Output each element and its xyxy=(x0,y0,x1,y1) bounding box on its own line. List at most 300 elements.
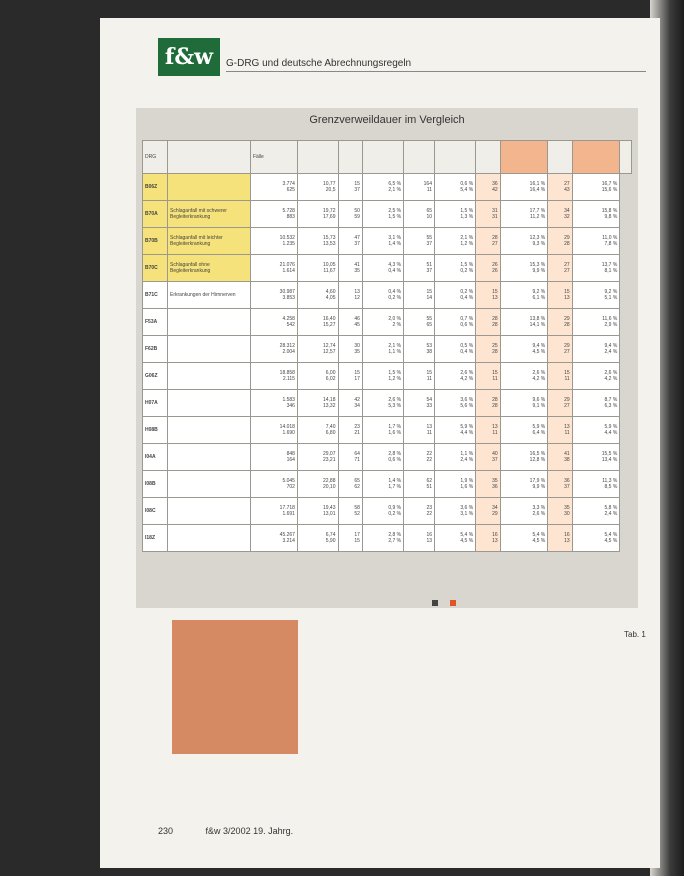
drg-code: B06Z xyxy=(143,174,168,201)
value-primary: 23 xyxy=(426,505,432,511)
value-primary: 22 xyxy=(426,451,432,457)
table-header-row xyxy=(143,141,632,174)
value-primary: 5,4 % xyxy=(532,532,546,538)
table-cell xyxy=(404,444,435,471)
value-primary: 16 xyxy=(564,532,570,538)
value-primary: 35 xyxy=(492,478,498,484)
value-secondary: 2,4 % xyxy=(604,511,618,517)
drg-description xyxy=(168,390,251,417)
value-primary: 5,9 % xyxy=(604,424,618,430)
value-primary: 5,9 % xyxy=(532,424,546,430)
value-secondary: 883 xyxy=(286,214,295,220)
value-primary: 164 xyxy=(423,181,432,187)
value-secondary: 0,4 % xyxy=(388,268,402,274)
table-cell xyxy=(338,309,362,336)
value-secondary: 3,1 % xyxy=(460,511,474,517)
value-secondary: 6,02 xyxy=(325,376,336,382)
column-header xyxy=(404,141,435,174)
table-cell xyxy=(548,363,572,390)
column-header xyxy=(297,141,338,174)
value-secondary: 13,32 xyxy=(322,403,336,409)
table-cell xyxy=(476,390,500,417)
value-primary: 10,77 xyxy=(322,181,336,187)
drg-code: B70C xyxy=(143,255,168,282)
table-cell xyxy=(500,174,548,201)
table-cell xyxy=(362,390,403,417)
value-secondary: 4,4 % xyxy=(460,430,474,436)
value-secondary: 2,7 % xyxy=(388,538,402,544)
table-cell xyxy=(404,174,435,201)
table-cell xyxy=(500,498,548,525)
table-cell xyxy=(500,309,548,336)
value-primary: 55 xyxy=(426,235,432,241)
table-cell xyxy=(572,417,620,444)
table-cell xyxy=(548,201,572,228)
column-header xyxy=(572,141,620,174)
value-secondary: 15,6 % xyxy=(601,187,618,193)
value-secondary: 6,80 xyxy=(325,430,336,436)
value-primary: 13 xyxy=(354,289,360,295)
value-primary: 13,7 % xyxy=(601,262,618,268)
table-cell xyxy=(251,201,298,228)
table-cell xyxy=(476,444,500,471)
value-secondary: 11 xyxy=(426,430,432,436)
value-primary: 62 xyxy=(426,478,432,484)
issue-info: f&w 3/2002 19. Jahrg. xyxy=(205,826,294,836)
table-cell xyxy=(572,282,620,309)
value-primary: 15 xyxy=(354,181,360,187)
table-cell xyxy=(362,309,403,336)
table-cell xyxy=(476,417,500,444)
value-secondary: 26 xyxy=(492,268,498,274)
value-secondary: 37 xyxy=(354,241,360,247)
value-secondary: 35 xyxy=(354,349,360,355)
table-cell xyxy=(338,282,362,309)
value-primary: 16 xyxy=(492,532,498,538)
value-primary: 2,6 % xyxy=(532,370,546,376)
value-secondary: 5,90 xyxy=(325,538,336,544)
table-cell xyxy=(362,525,403,552)
value-primary: 1,1 % xyxy=(460,451,474,457)
value-primary: 1,5 % xyxy=(460,208,474,214)
table-cell xyxy=(297,417,338,444)
column-header xyxy=(476,141,500,174)
table-row xyxy=(143,525,632,552)
value-secondary: 33 xyxy=(426,403,432,409)
value-primary: 14.018 xyxy=(279,424,295,430)
value-primary: 2,1 % xyxy=(460,235,474,241)
table-cell xyxy=(251,336,298,363)
table-cell xyxy=(251,417,298,444)
drg-description xyxy=(168,417,251,444)
drg-code: G06Z xyxy=(143,363,168,390)
value-secondary: 2,1 % xyxy=(388,187,402,193)
value-secondary: 6,1 % xyxy=(532,295,546,301)
table-cell xyxy=(476,201,500,228)
table-cell xyxy=(338,255,362,282)
table-cell xyxy=(338,471,362,498)
value-primary: 21.076 xyxy=(279,262,295,268)
value-secondary: 65 xyxy=(426,322,432,328)
value-secondary: 5,4 % xyxy=(460,187,474,193)
table-cell xyxy=(500,417,548,444)
value-primary: 3,6 % xyxy=(460,505,474,511)
value-primary: 1,4 % xyxy=(388,478,402,484)
table-caption: Tab. 1 xyxy=(624,630,646,639)
value-primary: 22,88 xyxy=(322,478,336,484)
value-secondary: 11,67 xyxy=(323,268,336,274)
table-cell xyxy=(548,471,572,498)
column-header: DRG xyxy=(143,141,168,174)
value-secondary: 0,4 % xyxy=(460,349,474,355)
table-cell xyxy=(362,498,403,525)
value-primary: 9,4 % xyxy=(604,343,618,349)
drg-code: B71C xyxy=(143,282,168,309)
table-cell xyxy=(404,336,435,363)
value-primary: 5,9 % xyxy=(460,424,474,430)
table-cell xyxy=(572,228,620,255)
table-cell xyxy=(297,444,338,471)
value-primary: 12,74 xyxy=(322,343,336,349)
value-primary: 7,40 xyxy=(325,424,336,430)
value-primary: 6,74 xyxy=(325,532,336,538)
value-primary: 4,60 xyxy=(325,289,336,295)
table-row xyxy=(143,201,632,228)
value-secondary: 1,4 % xyxy=(388,241,402,247)
table-cell xyxy=(362,255,403,282)
value-primary: 9,6 % xyxy=(532,397,546,403)
value-secondary: 2.004 xyxy=(282,349,295,355)
value-secondary: 13 xyxy=(564,295,570,301)
value-secondary: 1.235 xyxy=(282,241,295,247)
value-secondary: 28 xyxy=(492,349,498,355)
value-primary: 14,18 xyxy=(322,397,336,403)
table-cell xyxy=(297,363,338,390)
table-cell xyxy=(435,255,476,282)
table-cell xyxy=(476,282,500,309)
drg-description xyxy=(168,174,251,201)
drg-code: I18Z xyxy=(143,525,168,552)
value-primary: 15 xyxy=(354,370,360,376)
value-secondary: 59 xyxy=(354,214,360,220)
value-secondary: 28 xyxy=(492,403,498,409)
table-cell xyxy=(500,525,548,552)
table-cell xyxy=(297,336,338,363)
value-secondary: 12,8 % xyxy=(529,457,546,463)
table-cell xyxy=(500,255,548,282)
value-secondary: 32 xyxy=(564,214,570,220)
value-primary: 16,7 % xyxy=(601,181,618,187)
drg-description xyxy=(168,444,251,471)
value-primary: 1,5 % xyxy=(388,370,402,376)
drg-code: I08B xyxy=(143,471,168,498)
table-cell xyxy=(572,336,620,363)
value-secondary: 43 xyxy=(564,187,570,193)
table-cell xyxy=(338,336,362,363)
table-row xyxy=(143,174,632,201)
value-secondary: 4,2 % xyxy=(604,376,618,382)
table-cell xyxy=(251,471,298,498)
table-cell xyxy=(338,363,362,390)
value-primary: 27 xyxy=(564,181,570,187)
value-primary: 3,1 % xyxy=(388,235,402,241)
table-cell xyxy=(572,498,620,525)
value-primary: 1,5 % xyxy=(460,262,474,268)
value-primary: 10,05 xyxy=(322,262,336,268)
value-primary: 0,4 % xyxy=(388,289,402,295)
drg-code: H08B xyxy=(143,417,168,444)
value-secondary: 1,1 % xyxy=(388,349,402,355)
value-secondary: 0,2 % xyxy=(460,268,474,274)
table-cell xyxy=(251,282,298,309)
table-cell xyxy=(362,228,403,255)
value-primary: 15 xyxy=(492,370,498,376)
value-secondary: 164 xyxy=(286,457,295,463)
table-cell xyxy=(476,498,500,525)
value-primary: 16,5 % xyxy=(529,451,546,457)
value-primary: 1.583 xyxy=(282,397,295,403)
table-cell xyxy=(297,201,338,228)
drg-code: B70B xyxy=(143,228,168,255)
table-cell xyxy=(404,255,435,282)
table-cell xyxy=(362,174,403,201)
table-cell xyxy=(251,363,298,390)
table-cell xyxy=(404,471,435,498)
value-secondary: 30 xyxy=(564,511,570,517)
value-secondary: 17,69 xyxy=(322,214,336,220)
value-secondary: 5,1 % xyxy=(604,295,618,301)
value-secondary: 11 xyxy=(426,376,432,382)
legend-swatch-b xyxy=(450,600,456,606)
value-primary: 29 xyxy=(564,343,570,349)
value-secondary: 2,6 % xyxy=(532,511,546,517)
value-secondary: 1,6 % xyxy=(388,430,402,436)
value-primary: 15,73 xyxy=(322,235,336,241)
value-primary: 5.045 xyxy=(282,478,295,484)
table-cell xyxy=(548,174,572,201)
value-primary: 36 xyxy=(564,478,570,484)
table-cell xyxy=(476,309,500,336)
page-number: 230 xyxy=(158,826,174,836)
value-primary: 50 xyxy=(354,208,360,214)
column-header xyxy=(500,141,548,174)
value-primary: 15 xyxy=(564,370,570,376)
table-cell xyxy=(362,282,403,309)
value-secondary: 37 xyxy=(354,187,360,193)
value-secondary: 4,5 % xyxy=(604,538,618,544)
table-cell xyxy=(476,471,500,498)
table-cell xyxy=(297,471,338,498)
value-secondary: 4,5 % xyxy=(532,538,546,544)
value-secondary: 0,6 % xyxy=(388,457,402,463)
value-secondary: 42 xyxy=(492,187,498,193)
value-primary: 47 xyxy=(354,235,360,241)
table-cell xyxy=(435,309,476,336)
table-cell xyxy=(338,390,362,417)
value-secondary: 22 xyxy=(426,457,432,463)
value-secondary: 3.214 xyxy=(282,538,295,544)
value-secondary: 15,27 xyxy=(322,322,336,328)
table-cell xyxy=(404,201,435,228)
value-primary: 0,9 % xyxy=(388,505,402,511)
value-secondary: 38 xyxy=(426,349,432,355)
table-cell xyxy=(251,309,298,336)
value-primary: 10.532 xyxy=(279,235,295,241)
drg-description: Schlaganfall ohne Begleiterkrankung xyxy=(168,255,251,282)
value-secondary: 11 xyxy=(492,376,498,382)
value-primary: 4,3 % xyxy=(388,262,402,268)
table-cell xyxy=(251,255,298,282)
value-primary: 54 xyxy=(426,397,432,403)
value-primary: 17 xyxy=(354,532,360,538)
column-header xyxy=(338,141,362,174)
drg-description xyxy=(168,525,251,552)
value-secondary: 1.690 xyxy=(282,430,295,436)
value-secondary: 4,4 % xyxy=(604,430,618,436)
value-secondary: 10 xyxy=(426,214,432,220)
value-secondary: 14,1 % xyxy=(529,322,546,328)
value-primary: 58 xyxy=(354,505,360,511)
value-secondary: 51 xyxy=(426,484,432,490)
value-primary: 28.312 xyxy=(279,343,295,349)
value-secondary: 4,2 % xyxy=(532,376,546,382)
value-primary: 28 xyxy=(492,316,498,322)
value-secondary: 1,5 % xyxy=(388,214,402,220)
value-secondary: 11 xyxy=(564,430,570,436)
value-primary: 18.858 xyxy=(279,370,295,376)
table-cell xyxy=(500,201,548,228)
table-cell xyxy=(500,282,548,309)
value-secondary: 13 xyxy=(492,538,498,544)
value-secondary: 1.614 xyxy=(282,268,295,274)
page-footer xyxy=(158,826,323,836)
table-cell xyxy=(338,498,362,525)
drg-description xyxy=(168,363,251,390)
table-cell xyxy=(251,228,298,255)
drg-description xyxy=(168,336,251,363)
value-primary: 13 xyxy=(564,424,570,430)
table-cell xyxy=(297,255,338,282)
table-cell xyxy=(251,444,298,471)
table-cell xyxy=(362,336,403,363)
value-primary: 2,1 % xyxy=(388,343,402,349)
value-secondary: 2,4 % xyxy=(604,349,618,355)
value-primary: 17,9 % xyxy=(529,478,546,484)
value-primary: 3.774 xyxy=(282,181,295,187)
value-secondary: 36 xyxy=(492,484,498,490)
table-cell xyxy=(435,201,476,228)
column-header: Fälle xyxy=(251,141,298,174)
value-primary: 40 xyxy=(492,451,498,457)
drg-code: F62B xyxy=(143,336,168,363)
value-secondary: 13,4 % xyxy=(601,457,618,463)
table-cell xyxy=(476,255,500,282)
value-secondary: 34 xyxy=(354,403,360,409)
value-primary: 28 xyxy=(492,235,498,241)
value-primary: 0,7 % xyxy=(460,316,474,322)
value-primary: 34 xyxy=(564,208,570,214)
table-row xyxy=(143,228,632,255)
column-header xyxy=(168,141,251,174)
table-cell xyxy=(404,390,435,417)
drg-code: H07A xyxy=(143,390,168,417)
value-primary: 2,5 % xyxy=(388,208,402,214)
value-primary: 9,4 % xyxy=(532,343,546,349)
value-primary: 41 xyxy=(354,262,360,268)
value-secondary: 28 xyxy=(564,322,570,328)
value-secondary: 1,7 % xyxy=(388,484,402,490)
value-primary: 19,43 xyxy=(322,505,336,511)
table-cell xyxy=(435,390,476,417)
value-secondary: 37 xyxy=(426,268,432,274)
value-secondary: 15 xyxy=(354,538,360,544)
value-primary: 29 xyxy=(564,397,570,403)
value-secondary: 52 xyxy=(354,511,360,517)
value-primary: 13,8 % xyxy=(529,316,546,322)
drg-description: Erkrankungen der Hirnnerven xyxy=(168,282,251,309)
table-cell xyxy=(572,363,620,390)
value-primary: 41 xyxy=(564,451,570,457)
value-primary: 2,8 % xyxy=(388,451,402,457)
table-cell xyxy=(500,444,548,471)
value-primary: 29,07 xyxy=(322,451,336,457)
table-cell xyxy=(548,417,572,444)
value-secondary: 2,9 % xyxy=(604,322,618,328)
value-secondary: 35 xyxy=(354,268,360,274)
table-cell xyxy=(435,417,476,444)
table-cell xyxy=(572,525,620,552)
table-title: Grenzverweildauer im Vergleich xyxy=(309,114,465,126)
table-cell xyxy=(297,282,338,309)
value-primary: 2,8 % xyxy=(388,532,402,538)
table-cell xyxy=(435,444,476,471)
value-secondary: 13,53 xyxy=(322,241,336,247)
value-secondary: 22 xyxy=(426,511,432,517)
column-header xyxy=(620,141,632,174)
value-secondary: 31 xyxy=(492,214,498,220)
value-primary: 28 xyxy=(492,397,498,403)
value-secondary: 1,3 % xyxy=(460,214,474,220)
value-primary: 15 xyxy=(492,289,498,295)
value-secondary: 6,3 % xyxy=(604,403,618,409)
value-secondary: 13 xyxy=(426,538,432,544)
value-primary: 15,3 % xyxy=(529,262,546,268)
value-secondary: 6,4 % xyxy=(532,430,546,436)
table-cell xyxy=(338,201,362,228)
value-primary: 3,3 % xyxy=(532,505,546,511)
table-cell xyxy=(476,525,500,552)
table-cell xyxy=(297,390,338,417)
value-secondary: 27 xyxy=(492,241,498,247)
table-cell xyxy=(338,525,362,552)
table-row xyxy=(143,444,632,471)
value-secondary: 14 xyxy=(426,295,432,301)
value-secondary: 71 xyxy=(354,457,360,463)
value-secondary: 3.853 xyxy=(282,295,295,301)
value-secondary: 1,2 % xyxy=(460,241,474,247)
value-secondary: 5,6 % xyxy=(460,403,474,409)
value-secondary: 9,9 % xyxy=(532,268,546,274)
drg-description xyxy=(168,498,251,525)
value-primary: 55 xyxy=(426,316,432,322)
value-primary: 3,6 % xyxy=(460,397,474,403)
value-secondary: 1,2 % xyxy=(388,376,402,382)
table-row xyxy=(143,417,632,444)
value-secondary: 5,3 % xyxy=(388,403,402,409)
value-primary: 9,2 % xyxy=(532,289,546,295)
table-cell xyxy=(476,174,500,201)
value-primary: 17,7 % xyxy=(529,208,546,214)
